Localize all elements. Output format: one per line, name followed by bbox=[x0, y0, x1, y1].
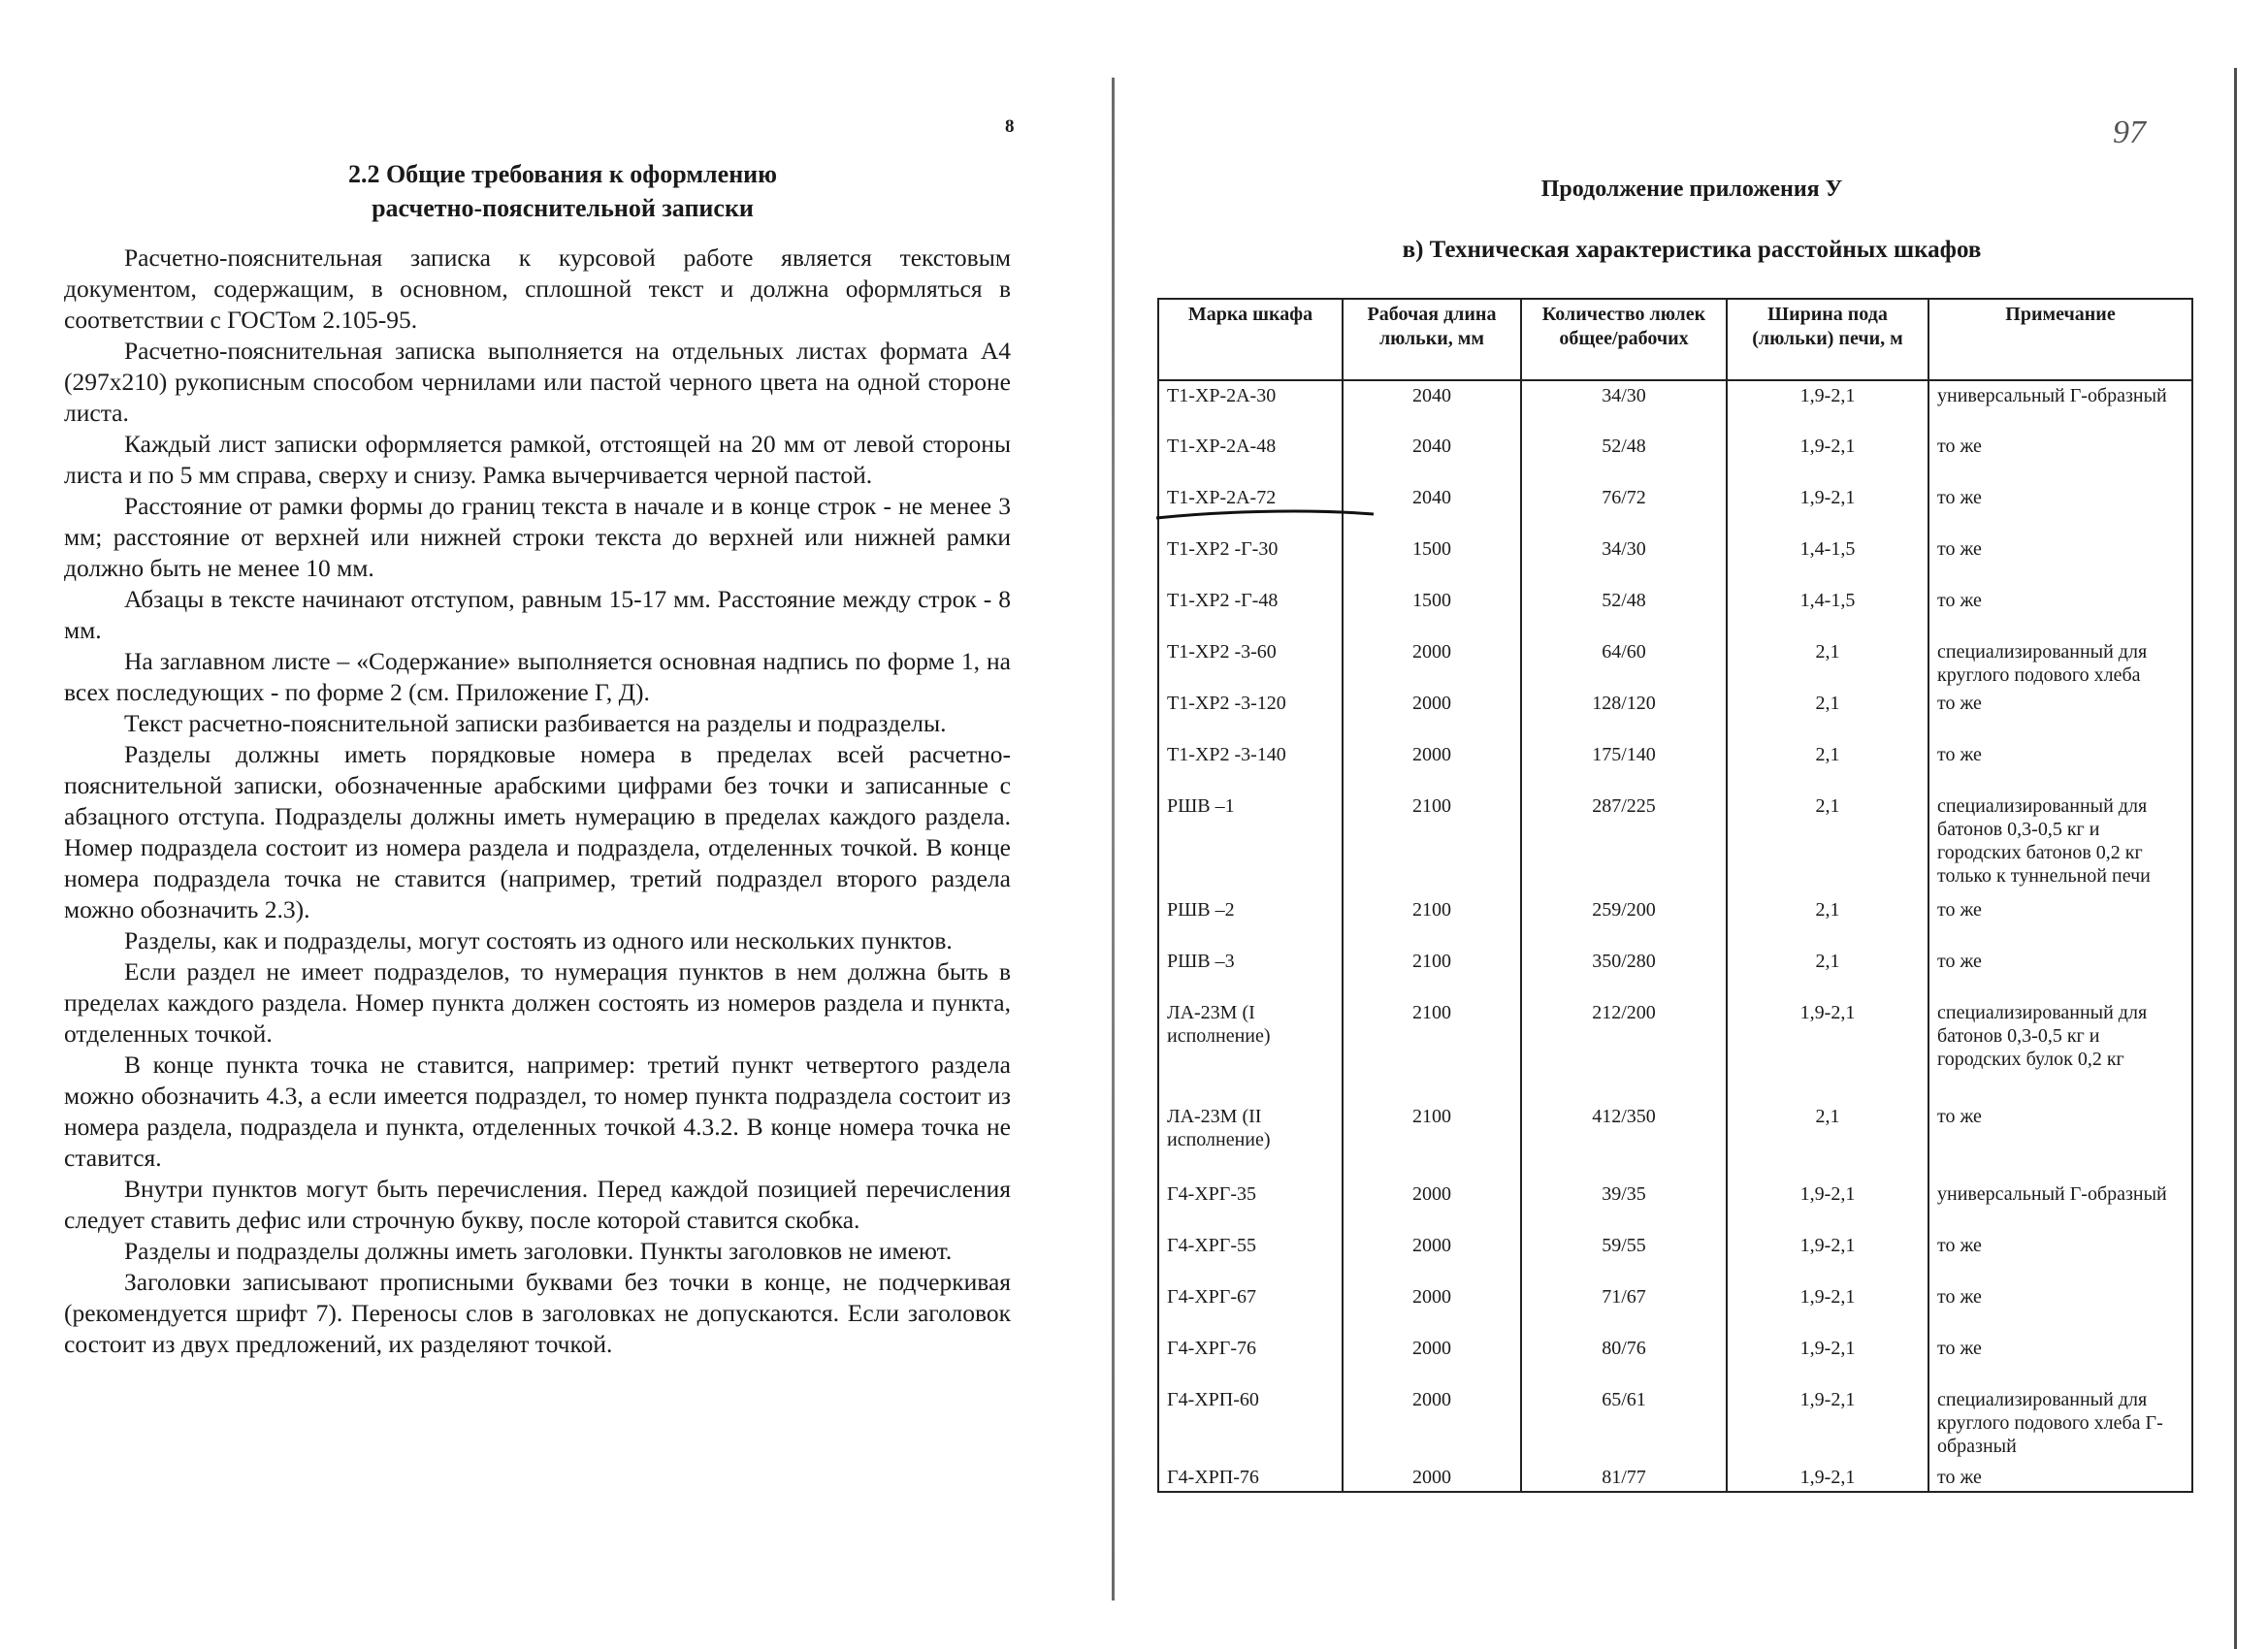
table-row bbox=[1158, 792, 2192, 895]
table-row bbox=[1158, 998, 2192, 1102]
cell-mark: Г4-ХРГ-55 bbox=[1158, 1231, 1343, 1282]
header-note: Примечание bbox=[1928, 299, 2192, 380]
cell-note: то же bbox=[1928, 947, 2192, 998]
cell-note: то же bbox=[1928, 534, 2192, 586]
cell-width: 2,1 bbox=[1727, 689, 1928, 740]
cell-mark: Г4-ХРП-60 bbox=[1158, 1385, 1343, 1463]
page-number: 8 bbox=[1005, 116, 1015, 137]
cell-mark: Т1-ХР2 -3-120 bbox=[1158, 689, 1343, 740]
paragraph: Разделы, как и подразделы, могут состоять из одного или нескольких пунктов. bbox=[124, 926, 953, 954]
cell-quantity: 80/76 bbox=[1521, 1334, 1727, 1385]
cell-mark: Г4-ХРП-76 bbox=[1158, 1463, 1343, 1492]
paragraph: В конце пункта точка не ставится, например: третий пункт четвертого раздела можно обозначить 4.3, а если имеется подраздел, то номер пункта подраздела состоит из номера раздела, подраздела и пункта, отделенных точкой 4.3.2. В конце номера точка не ставится. bbox=[64, 1051, 1011, 1172]
paragraph: Абзацы в тексте начинают отступом, равным 15-17 мм. Расстояние между строк - 8 мм. bbox=[64, 585, 1011, 644]
cell-length: 2040 bbox=[1343, 432, 1521, 483]
cell-quantity: 34/30 bbox=[1521, 380, 1727, 432]
cell-width: 1,9-2,1 bbox=[1727, 1282, 1928, 1334]
cell-length: 2000 bbox=[1343, 1180, 1521, 1231]
handwritten-underline bbox=[1154, 504, 1377, 524]
cell-quantity: 65/61 bbox=[1521, 1385, 1727, 1463]
cell-quantity: 52/48 bbox=[1521, 586, 1727, 637]
cell-note: то же bbox=[1928, 1231, 2192, 1282]
cell-note: специализированный для круглого подового хлеба Г- образный bbox=[1928, 1385, 2192, 1463]
cell-mark: Г4-ХРГ-67 bbox=[1158, 1282, 1343, 1334]
table-row bbox=[1158, 1180, 2192, 1231]
cell-mark: ЛА-23М (I исполнение) bbox=[1158, 998, 1343, 1102]
cell-note: специализированный для батонов 0,3-0,5 кг и городских булок 0,2 кг bbox=[1928, 998, 2192, 1102]
cell-length: 2000 bbox=[1343, 637, 1521, 689]
cell-length: 2040 bbox=[1343, 380, 1521, 432]
header-quantity: Количество люлек общее/рабочих bbox=[1521, 299, 1727, 380]
paragraph: Разделы и подразделы должны иметь заголовки. Пункты заголовков не имеют. bbox=[124, 1237, 953, 1265]
cell-width: 1,9-2,1 bbox=[1727, 483, 1928, 534]
cell-length: 2100 bbox=[1343, 998, 1521, 1102]
page-number-handwritten: 97 bbox=[2113, 114, 2146, 150]
cell-mark: Т1-ХР-2А-48 bbox=[1158, 432, 1343, 483]
cell-width: 2,1 bbox=[1727, 947, 1928, 998]
cell-length: 2100 bbox=[1343, 895, 1521, 947]
cell-mark: Т1-ХР2 -Г-48 bbox=[1158, 586, 1343, 637]
table-header-row bbox=[1158, 299, 2192, 380]
cell-quantity: 71/67 bbox=[1521, 1282, 1727, 1334]
cell-note: то же bbox=[1928, 1334, 2192, 1385]
table-row bbox=[1158, 740, 2192, 792]
cell-width: 1,9-2,1 bbox=[1727, 1231, 1928, 1282]
cell-mark: Т1-ХР2 -3-140 bbox=[1158, 740, 1343, 792]
table-row bbox=[1158, 1282, 2192, 1334]
cell-note: то же bbox=[1928, 895, 2192, 947]
paragraph: Разделы должны иметь порядковые номера в пределах всей расчетно-пояснительной записки, обозначенные арабскими цифрами без точки и записанные с абзацного отступа. Подразделы должны иметь нумерацию в пределах каждого раздела. Номер подраздела состоит из номера раздела и подраздела, отделенных точкой. В конце номера подраздела точка не ставится (например, третий подраздел второго раздела можно обозначить 2.3). bbox=[64, 740, 1011, 923]
table-row bbox=[1158, 1231, 2192, 1282]
cell-note: то же bbox=[1928, 740, 2192, 792]
cell-length: 2000 bbox=[1343, 1282, 1521, 1334]
cell-quantity: 287/225 bbox=[1521, 792, 1727, 895]
cell-width: 1,9-2,1 bbox=[1727, 1463, 1928, 1492]
cell-quantity: 39/35 bbox=[1521, 1180, 1727, 1231]
paragraph: Расчетно-пояснительная записка выполняется на отдельных листах формата А4 (297х210) рукописным способом чернилами или пастой черного цвета на одной стороне листа. bbox=[64, 337, 1011, 427]
cell-note: то же bbox=[1928, 689, 2192, 740]
header-length: Рабочая длина люльки, мм bbox=[1343, 299, 1521, 380]
paragraph: Внутри пунктов могут быть перечисления. Перед каждой позицией перечисления следует ставить дефис или строчную букву, после которой ставится скобка. bbox=[64, 1175, 1011, 1234]
table-row bbox=[1158, 1334, 2192, 1385]
cell-quantity: 34/30 bbox=[1521, 534, 1727, 586]
table-row bbox=[1158, 1102, 2192, 1180]
cell-mark: РШВ –1 bbox=[1158, 792, 1343, 895]
cell-mark: Г4-ХРГ-35 bbox=[1158, 1180, 1343, 1231]
appendix-title: Продолжение приложения У bbox=[1540, 177, 1843, 202]
cell-quantity: 64/60 bbox=[1521, 637, 1727, 689]
header-width: Ширина пода (люльки) печи, м bbox=[1727, 299, 1928, 380]
paragraph: Каждый лист записки оформляется рамкой, отстоящей на 20 мм от левой стороны листа и по 5 мм справа, сверху и снизу. Рамка вычерчивается черной пастой. bbox=[64, 430, 1011, 489]
paragraph: Расчетно-пояснительная записка к курсовой работе является текстовым документом, содержащим, в основном, сплошной текст и должна оформляться в соответствии с ГОСТом 2.105-95. bbox=[64, 243, 1011, 334]
cell-width: 2,1 bbox=[1727, 792, 1928, 895]
cell-mark: Т1-ХР2 -3-60 bbox=[1158, 637, 1343, 689]
cell-quantity: 59/55 bbox=[1521, 1231, 1727, 1282]
table-row bbox=[1158, 637, 2192, 689]
cell-note: то же bbox=[1928, 586, 2192, 637]
cell-quantity: 259/200 bbox=[1521, 895, 1727, 947]
cell-mark: Г4-ХРГ-76 bbox=[1158, 1334, 1343, 1385]
cell-length: 2100 bbox=[1343, 792, 1521, 895]
table-row bbox=[1158, 947, 2192, 998]
cell-length: 2000 bbox=[1343, 1463, 1521, 1492]
cell-note: специализированный для батонов 0,3-0,5 кг и городских батонов 0,2 кг только к туннельной печи bbox=[1928, 792, 2192, 895]
spec-table bbox=[1157, 298, 2193, 1493]
table-title: в) Техническая характеристика расстойных шкафов bbox=[1402, 237, 1982, 263]
table-row bbox=[1158, 1463, 2192, 1492]
cell-length: 2000 bbox=[1343, 689, 1521, 740]
cell-quantity: 412/350 bbox=[1521, 1102, 1727, 1180]
cell-note: то же bbox=[1928, 483, 2192, 534]
cell-width: 2,1 bbox=[1727, 637, 1928, 689]
cell-length: 2100 bbox=[1343, 947, 1521, 998]
cell-width: 2,1 bbox=[1727, 1102, 1928, 1180]
cell-length: 2040 bbox=[1343, 483, 1521, 534]
cell-note: то же bbox=[1928, 1282, 2192, 1334]
cell-mark: Т1-ХР-2А-72 bbox=[1158, 483, 1343, 534]
cell-length: 1500 bbox=[1343, 534, 1521, 586]
cell-mark: Т1-ХР-2А-30 bbox=[1158, 380, 1343, 432]
cell-width: 1,9-2,1 bbox=[1727, 1385, 1928, 1463]
section-heading bbox=[272, 157, 854, 225]
cell-quantity: 128/120 bbox=[1521, 689, 1727, 740]
cell-length: 1500 bbox=[1343, 586, 1521, 637]
cell-mark: Т1-ХР2 -Г-30 bbox=[1158, 534, 1343, 586]
cell-length: 2000 bbox=[1343, 1334, 1521, 1385]
page-edge-line bbox=[2234, 68, 2237, 1649]
cell-mark: РШВ –3 bbox=[1158, 947, 1343, 998]
cell-note: универсальный Г-образный bbox=[1928, 380, 2192, 432]
cell-quantity: 350/280 bbox=[1521, 947, 1727, 998]
table-row bbox=[1158, 1385, 2192, 1463]
cell-width: 1,4-1,5 bbox=[1727, 534, 1928, 586]
table-row bbox=[1158, 380, 2192, 432]
cell-note: то же bbox=[1928, 432, 2192, 483]
table-row bbox=[1158, 689, 2192, 740]
cell-quantity: 52/48 bbox=[1521, 432, 1727, 483]
cell-note: специализированный для круглого подового хлеба bbox=[1928, 637, 2192, 689]
heading-line-1: 2.2 Общие требования к оформлению bbox=[347, 160, 778, 188]
cell-quantity: 212/200 bbox=[1521, 998, 1727, 1102]
cell-width: 1,4-1,5 bbox=[1727, 586, 1928, 637]
cell-width: 1,9-2,1 bbox=[1727, 380, 1928, 432]
cell-length: 2000 bbox=[1343, 740, 1521, 792]
cell-note: то же bbox=[1928, 1102, 2192, 1180]
paragraph: Заголовки записывают прописными буквами без точки в конце, не подчеркивая (рекомендуется шрифт 7). Переносы слов в заголовках не допускаются. Если заголовок состоит из двух предложений, их разделяют точкой. bbox=[64, 1268, 1011, 1358]
cell-length: 2000 bbox=[1343, 1385, 1521, 1463]
table-row bbox=[1158, 895, 2192, 947]
cell-width: 2,1 bbox=[1727, 895, 1928, 947]
cell-width: 1,9-2,1 bbox=[1727, 1180, 1928, 1231]
table-row bbox=[1158, 586, 2192, 637]
paragraph: Текст расчетно-пояснительной записки разбивается на разделы и подразделы. bbox=[124, 709, 947, 737]
cell-note: то же bbox=[1928, 1463, 2192, 1492]
table-row bbox=[1158, 534, 2192, 586]
cell-quantity: 76/72 bbox=[1521, 483, 1727, 534]
body-text bbox=[64, 242, 1011, 1360]
cell-mark: РШВ –2 bbox=[1158, 895, 1343, 947]
cell-mark: ЛА-23М (II исполнение) bbox=[1158, 1102, 1343, 1180]
cell-width: 1,9-2,1 bbox=[1727, 998, 1928, 1102]
cell-width: 1,9-2,1 bbox=[1727, 1334, 1928, 1385]
table-row bbox=[1158, 432, 2192, 483]
cell-quantity: 175/140 bbox=[1521, 740, 1727, 792]
cell-length: 2100 bbox=[1343, 1102, 1521, 1180]
cell-width: 1,9-2,1 bbox=[1727, 432, 1928, 483]
cell-width: 2,1 bbox=[1727, 740, 1928, 792]
paragraph: Если раздел не имеет подразделов, то нумерация пунктов в нем должна быть в пределах каждого раздела. Номер пункта должен состоять из номеров раздела и пункта, отделенных точкой. bbox=[64, 957, 1011, 1048]
cell-note: универсальный Г-образный bbox=[1928, 1180, 2192, 1231]
heading-line-2: расчетно-пояснительной записки bbox=[372, 194, 754, 222]
cell-quantity: 81/77 bbox=[1521, 1463, 1727, 1492]
left-page bbox=[0, 0, 1116, 1649]
header-mark: Марка шкафа bbox=[1158, 299, 1343, 380]
paragraph: На заглавном листе – «Содержание» выполняется основная надпись по форме 1, на всех последующих - по форме 2 (см. Приложение Г, Д). bbox=[64, 647, 1011, 706]
paragraph: Расстояние от рамки формы до границ текста в начале и в конце строк - не менее 3 мм; расстояние от верхней или нижней строки текста до верхней или нижней рамки должно быть не менее 10 мм. bbox=[64, 492, 1011, 582]
cell-length: 2000 bbox=[1343, 1231, 1521, 1282]
